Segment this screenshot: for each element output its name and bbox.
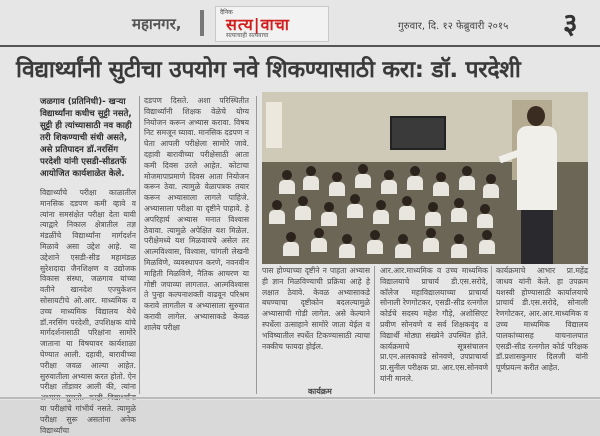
article-intro: जळगाव (प्रतिनिधी)- खऱ्या विद्यार्थ्यांना कधीच सुट्टी नसते, सुट्टी ही त्यांच्यासाठी नव काही तरी शिकण्याची संधी असते, असे प्रतिपादन डॉ.नरसिंग परदेशी यांनी एसडी-सीडतर्फे आयोजित कार्यशाळेत केले. — [40, 97, 132, 179]
article-column-5: कार्यक्रमाचे आभार प्रा.महेंद्र जाधव यांनी केले. हा उपक्रम यशस्वी होण्यासाठी कार्यालयाचे प्राचार्य डी.एस.सरोदे, सोनाली रेणगोटकर, आर.आर.माध्यमिक व उच्च माध्यमिक विद्यालय पालकांच्यासह वाचनालयात एसडी-सीड रत्नगोल कोर्ड परिक्षक डॉ.प्रशासकुमार दिलजी यांनी पूर्णप्रयत्न करीत आहेत. — [496, 266, 588, 373]
photo-speaker — [507, 106, 567, 264]
dateline: गुरुवार, दि. १२ फेब्रुवारी २०१५ — [398, 21, 509, 32]
column-divider — [491, 266, 492, 394]
column-divider — [256, 96, 257, 394]
article-headline: विद्यार्थ्यांनी सुटीचा उपयोग नवे शिकण्यासाठी करा: डॉ. परदेशी — [16, 57, 521, 83]
section-name: महानगर, — [132, 15, 182, 33]
column-divider — [139, 96, 140, 394]
section-divider — [200, 10, 204, 36]
article-column-4: आर.आर.माध्यमिक व उच्च माध्यमिक विद्यालयाचे प्राचार्य डी.एस.सरोदे, कॉलेज महाविद्यालयाच्या प्राचार्या सोनाली रेणगोटकर, एसडी-सीड रत्नगोल कोर्डचे सदस्य महेश गौड़े, अशोसिएट प्रवीण सोनवणे व सर्व शिक्षकवृंद व विद्यार्थी मोठ्या संख्येने उपस्थित होते. कार्यक्रमाचे सूत्रसंचालन प्रा.एन.अलकावडे सोनवणे, उपप्राचार्या प्रा.सुनील परीक्षक प्रा. आर.एस.सोनवणे यांनी मानले. — [380, 266, 488, 383]
newspaper-logo — [215, 6, 329, 42]
column-divider — [374, 266, 375, 394]
masthead — [0, 0, 600, 48]
logo-small-text: दैनिक — [220, 9, 233, 16]
article-column-1: विद्यार्थ्यांचे परीक्षा काळातील मानसिक दडपण कमी व्हावे व त्यांना समसंक्षेत परीक्षा देता यावी त्याद्वारे निकाल क्षेत्रातील तज्ञ मंडळींचे विद्यार्थ्यांना मार्गदर्शन मिळावे असा उद्देश आहे. या उद्देशाने एसडी-सीड महामंडळ सुरेशदादा जैनशिक्षण व उद्योजक विकास संस्था, जळगाव यांच्या वतीने खानदेश एज्युकेशन सोसायटीचे ओ.आर. माध्यमिक व उच्च माध्यमिक विद्यालय येथे डॉ.नरसिंग परदेशी, उपशिक्षक यांचे मार्गदर्शनासाठी परिक्षांना सामोरे जाताना या विषयावर कार्यशाळा घेण्यात आली. दहावी, बारावीच्या परीक्षा जवळ आल्या आहेत. सुरुवातीला अभ्यास करत होतो. ऐन परीक्षा तोंडावर आली की, त्यांना या परीक्षांचे गांभीर्य नसते. त्यामुळे परीक्षा सुरू असतांना अनेक विद्यार्थ्यांचा — [40, 188, 136, 435]
bottom-rule — [0, 397, 600, 399]
column-footer-label: कार्यक्रम — [308, 387, 332, 396]
photo-blackboard — [390, 116, 446, 150]
article-column-2: दडपण दिसते. अशा परिस्थितीत विद्यार्थ्यांनी शिक्षक वेळेचे योग्य नियोजन करून अभ्यास करावा. विषय निट समजून घ्यावा. मानसिक दडपण न घेता आपली परीक्षेला सामोरे जावे. दहावी बारावीच्या परीक्षेसाठी आता कमी दिवस उरले आहेत. कोटाचा मोजमापाप्रमाणे दिवस आता नियोजन करून ठेवा. त्यामुळे वेळापत्रक तयार करून अभ्यासाला लागले पाहिजे. अभ्यासाला परीक्षा या दृष्टीने पाहावे. हे अपरिहार्य अभ्यास मनात विश्वास ठेवावा. त्यामुळे अपेक्षित यश मिळेल. परीक्षेमध्ये यश मिळवायचे असेल तर आत्मविश्वास, विश्वास, चांगली लेखनी मिळविणे, व्यवस्थापन करणे, नवनवीन माहिती मिळविणे, नैतिक आचरण या गोष्टी जपाव्या लागतात. आत्मविश्वास ते पुन्हा कल्पनाशक्ती वाढवून परिश्रम करावे लागतील व अभ्यासाला सुरुवात करावी लागेल. अभ्यासाकडे केवळ शालेय परीक्षा — [144, 96, 249, 332]
photo-window — [266, 102, 282, 148]
article-photo — [262, 92, 588, 264]
logo-tagline: सत्याचाही सत्यवाचा — [226, 32, 269, 39]
article-column-3: पास होण्याच्या दृष्टीने न पाहता अभ्यास ही ज्ञान मिळविण्याची प्रक्रिया आहे हे लक्षात ठेवावे. केवळ अभ्यासाकडे बघण्याचा दृष्टीकोन बदलल्यामुळे अभ्यासाची गोडी लागेल. असे केल्याने स्पर्धेला उत्साहाने सामोरे जाता येईल व भविष्यातील स्पर्धेत टिकण्यासाठी त्याचा नक्कीच फायदा होईल. — [262, 266, 370, 351]
logo-main-text: सत्य|वाचा — [226, 15, 290, 34]
page-number: ३ — [563, 7, 578, 40]
top-rule — [0, 45, 600, 47]
